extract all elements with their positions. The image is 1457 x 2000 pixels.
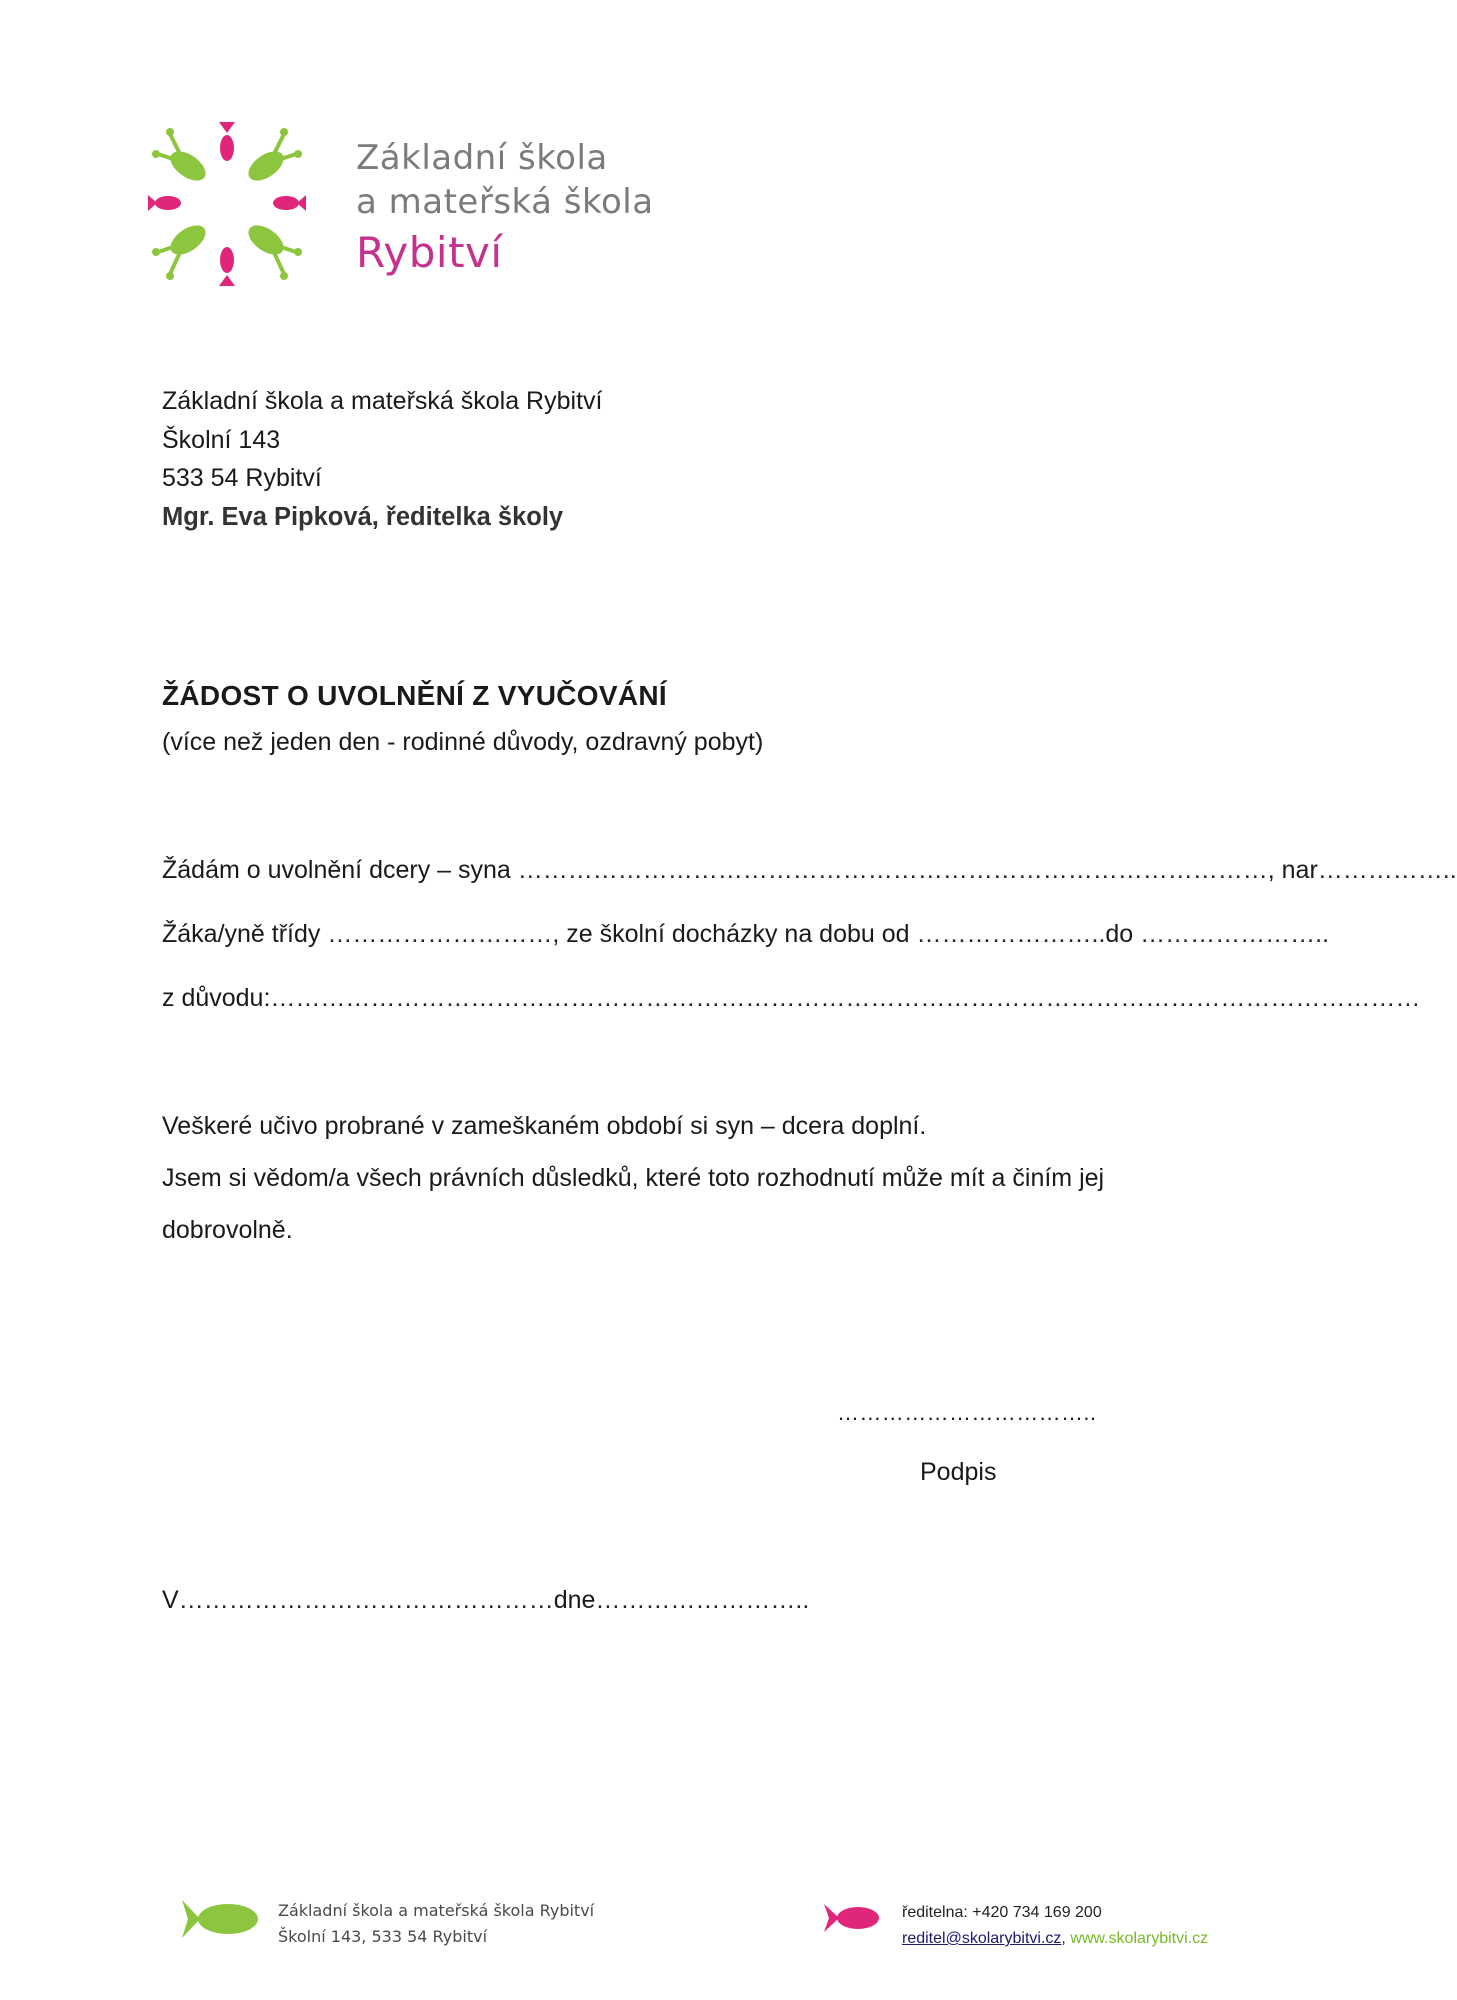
form-row-reason (162, 984, 1420, 1013)
date-from-field[interactable]: ………………….. (916, 920, 1106, 948)
statement-line-2: Jsem si vědom/a všech právních důsledků, které toto rozhodnutí může mít a činím jej (162, 1164, 1105, 1192)
footer-links (902, 1926, 1208, 1952)
document-title: ŽÁDOST O UVOLNĚNÍ Z VYUČOVÁNÍ (162, 680, 667, 711)
footer-phone: ředitelna: +420 734 169 200 (902, 1904, 1102, 1921)
logo-line-3: Rybitví (356, 228, 503, 277)
label-place: V (162, 1586, 179, 1614)
label-child-name: Žádám o uvolnění dcery – syna (162, 856, 511, 884)
label-reason: z důvodu: (162, 984, 271, 1012)
address-line-principal: Mgr. Eva Pipková, ředitelka školy (162, 502, 564, 531)
footer-separator: , (1061, 1930, 1066, 1947)
statement-line-3: dobrovolně. (162, 1216, 293, 1244)
website-link[interactable]: www.skolarybitvi.cz (1070, 1930, 1209, 1947)
label-date-from: , ze školní docházky na dobu od (552, 920, 910, 948)
form-row-child (162, 856, 1457, 885)
reason-field[interactable]: ………………………………………………………………………………………………………………………… (270, 984, 1421, 1012)
footer-school-info (278, 1898, 594, 1950)
logo-line-2: a mateřská škola (356, 182, 654, 222)
logo-text (356, 136, 654, 282)
footer-school-address: Školní 143, 533 54 Rybitví (278, 1927, 488, 1946)
footer-school-name: Základní škola a mateřská škola Rybitví (278, 1901, 595, 1920)
date-field[interactable]: …………………….. (595, 1586, 810, 1614)
statement-line-1: Veškeré učivo probrané v zameškaném období si syn – dcera doplní. (162, 1112, 927, 1140)
address-line-city: 533 54 Rybitví (162, 464, 322, 492)
school-logo-icon (148, 118, 306, 288)
signature-label: Podpis (920, 1458, 997, 1486)
label-date: dne (553, 1586, 596, 1614)
birth-date-field[interactable]: …………….. (1317, 856, 1457, 884)
label-birth-date: , nar (1267, 856, 1318, 884)
form-row-class (162, 920, 1329, 949)
date-to-field[interactable]: ………………….. (1140, 920, 1330, 948)
address-line-street: Školní 143 (162, 425, 281, 454)
email-link[interactable]: reditel@skolarybitvi.cz (902, 1930, 1062, 1947)
place-field[interactable]: ……………………………………… (178, 1586, 554, 1614)
logo-line-1: Základní škola (356, 138, 608, 178)
child-name-field[interactable]: ……………………………………………………………………………… (517, 856, 1268, 884)
signature-field[interactable]: …………………………….. (837, 1400, 1097, 1425)
label-date-to: do (1105, 920, 1134, 948)
address-line-school: Základní škola a mateřská škola Rybitví (162, 387, 603, 415)
label-class: Žáka/yně třídy (162, 920, 321, 948)
footer-contact (902, 1900, 1208, 1952)
class-field[interactable]: ……………………… (327, 920, 553, 948)
green-fish-icon (180, 1892, 258, 1946)
place-date-row (162, 1586, 809, 1615)
document-subtitle: (více než jeden den - rodinné důvody, ozdravný pobyt) (162, 728, 764, 756)
recipient-address (162, 382, 602, 536)
magenta-fish-icon (822, 1898, 880, 1938)
